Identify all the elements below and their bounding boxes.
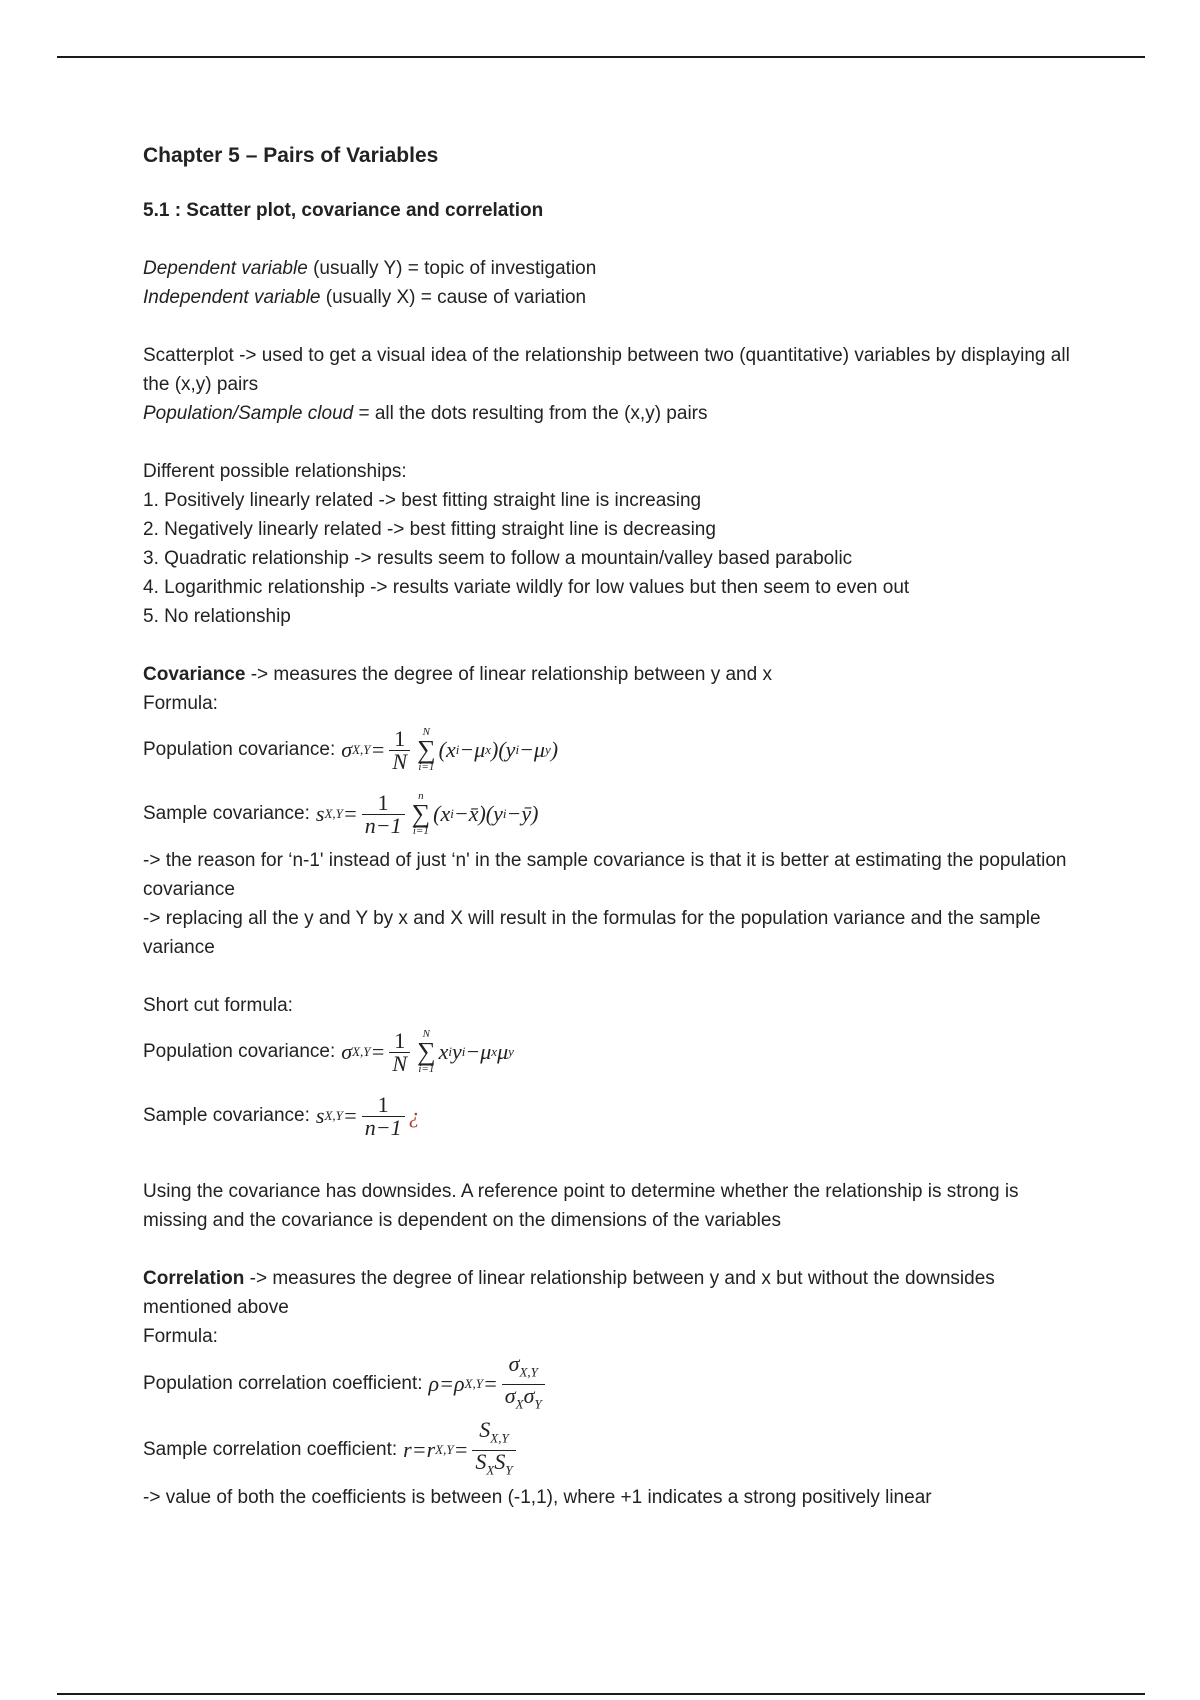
shortcut-sample-formula [143,1084,1073,1148]
shortcut-population-formula [143,1020,1073,1084]
covariance-formula-label: Formula: [143,693,218,714]
list-item: 1. Positively linearly related -> best fitting straight line is increasing [143,490,702,511]
population-correlation-formula [143,1351,1073,1417]
correlation-definition [143,1264,1073,1322]
list-item: 2. Negatively linearly related -> best fitting straight line is decreasing [143,519,716,540]
list-item: 4. Logarithmic relationship -> results variate wildly for low values but then seem to even out [143,577,910,598]
shortcut-sample-equation: s X,Y = $\frac{1}{n-1}$ ¿ [315,1091,420,1140]
sample-correlation-label: Sample correlation coefficient: [143,1439,398,1460]
list-item: 5. No relationship [143,606,291,627]
bottom-rule [57,1693,1145,1695]
independent-variable-definition [143,283,1073,312]
cloud-term: Population/Sample cloud [143,403,354,424]
sample-covariance-equation: s X,Y = $\frac{1}{n-1}$ n ∑ i=1 (x i −x̄)(y i −ȳ) [315,789,539,838]
population-correlation-label: Population correlation coefficient: [143,1373,423,1394]
inverted-question-glyph: ¿ [408,1103,420,1128]
sample-correlation-formula [143,1417,1073,1483]
covariance-note-2: -> replacing all the y and Y by x and X will result in the formulas for the population variance and the sample variance [143,908,1041,958]
dependent-term: Dependent variable [143,258,308,279]
top-rule [57,56,1145,58]
chapter-title: Chapter 5 – Pairs of Variables [143,144,439,167]
scatterplot-definition: Scatterplot -> used to get a visual idea of the relationship between two (quantitative) variables by displaying all the (x,y) pairs [143,345,1070,395]
population-covariance-equation: σ X,Y = $\frac{1}{N}$ N ∑ i=1 (x i −μ x )(y i −μ y ) [341,725,559,774]
independent-text: (usually X) = cause of variation [320,287,587,308]
shortcut-sample-label: Sample covariance: [143,1105,310,1126]
covariance-note-1: -> the reason for ‘n-1' instead of just ‘n' in the sample covariance is that it is better at estimating the population covariance [143,850,1067,900]
list-item: 3. Quadratic relationship -> results seem to follow a mountain/valley based parabolic [143,548,853,569]
section-title: 5.1 : Scatter plot, covariance and correlation [143,200,544,221]
correlation-term: Correlation [143,1268,245,1289]
covariance-term: Covariance [143,664,246,685]
dependent-text: (usually Y) = topic of investigation [307,258,597,279]
sample-correlation-equation: r=r X,Y = $\frac{S_{X,Y}}{S_XS_Y}$ [403,1419,519,1481]
independent-term: Independent variable [143,287,321,308]
shortcut-heading: Short cut formula: [143,995,293,1016]
correlation-formula-label: Formula: [143,1326,218,1347]
sample-covariance-label: Sample covariance: [143,803,310,824]
shortcut-population-equation: σ X,Y = $\frac{1}{N}$ N ∑ i=1 x i y i −μ x μ y [341,1027,514,1076]
covariance-downsides: Using the covariance has downsides. A reference point to determine whether the relationship is strong is missing and the covariance is dependent on the dimensions of the variables [143,1181,1019,1231]
document-body [143,140,1073,1512]
relationships-heading: Different possible relationships: [143,461,407,482]
correlation-text: -> measures the degree of linear relationship between y and x but without the downsides mentioned above [143,1268,995,1318]
dependent-variable-definition [143,254,1073,283]
cloud-text: = all the dots resulting from the (x,y) pairs [353,403,708,424]
population-covariance-label: Population covariance: [143,739,336,760]
shortcut-population-label: Population covariance: [143,1041,336,1062]
covariance-definition [143,660,1073,689]
sample-covariance-formula [143,782,1073,846]
cloud-definition [143,399,1073,428]
covariance-text: -> measures the degree of linear relationship between y and x [245,664,772,685]
correlation-note: -> value of both the coefficients is between (-1,1), where +1 indicates a strong positively linear [143,1487,932,1508]
population-correlation-equation: ρ=ρ X,Y = $\frac{\sigma_{X,Y}}{\sigma_X\sigma_Y}$ [429,1353,549,1415]
population-covariance-formula [143,718,1073,782]
